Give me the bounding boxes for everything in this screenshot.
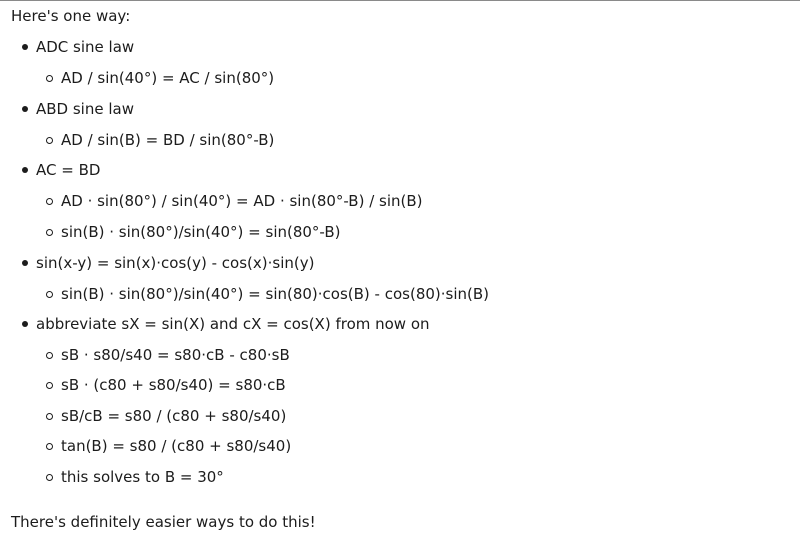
substep-text: AD · sin(80°) / sin(40°) = AD · sin(80°-B) / sin(B) — [61, 192, 423, 210]
step-item — [36, 160, 100, 180]
substep-item — [61, 436, 291, 456]
substep-text: sB/cB = s80 / (c80 + s80/s40) — [61, 407, 287, 425]
bullet-circle-icon — [46, 75, 53, 82]
bullet-circle-icon — [46, 413, 53, 420]
substep-item — [61, 130, 274, 150]
step-text: ABD sine law — [36, 100, 134, 118]
bullet-circle-icon — [46, 474, 53, 481]
bullet-disc-icon — [22, 321, 28, 327]
substep-text: sB · s80/s40 = s80·cB - c80·sB — [61, 346, 290, 364]
substep-item — [61, 191, 423, 211]
step-text: sin(x-y) = sin(x)·cos(y) - cos(x)·sin(y) — [36, 254, 315, 272]
substep-text: AD / sin(40°) = AC / sin(80°) — [61, 69, 275, 87]
bullet-disc-icon — [22, 106, 28, 112]
substep-text: this solves to B = 30° — [61, 468, 224, 486]
substep-item — [61, 406, 286, 426]
bullet-circle-icon — [46, 352, 53, 359]
step-text: AC = BD — [36, 161, 101, 179]
step-text: ADC sine law — [36, 38, 135, 56]
substep-text: AD / sin(B) = BD / sin(80°-B) — [61, 131, 275, 149]
step-item — [36, 37, 134, 57]
substep-item — [61, 467, 224, 487]
substep-item — [61, 222, 340, 242]
bullet-circle-icon — [46, 382, 53, 389]
substep-text: tan(B) = s80 / (c80 + s80/s40) — [61, 437, 292, 455]
substep-text: sin(B) · sin(80°)/sin(40°) = sin(80)·cos(B) - cos(80)·sin(B) — [61, 285, 490, 303]
bullet-disc-icon — [22, 260, 28, 266]
step-text: abbreviate sX = sin(X) and cX = cos(X) from now on — [36, 315, 430, 333]
bullet-disc-icon — [22, 167, 28, 173]
step-item — [36, 253, 314, 273]
intro-text: Here's one way: — [11, 7, 131, 25]
substep-item — [61, 375, 286, 395]
bullet-circle-icon — [46, 229, 53, 236]
step-item — [36, 314, 430, 334]
substep-item — [61, 68, 274, 88]
substep-text: sin(B) · sin(80°)/sin(40°) = sin(80°-B) — [61, 223, 341, 241]
bullet-circle-icon — [46, 198, 53, 205]
bullet-circle-icon — [46, 443, 53, 450]
step-item — [36, 99, 134, 119]
bullet-circle-icon — [46, 291, 53, 298]
substep-text: sB · (c80 + s80/s40) = s80·cB — [61, 376, 286, 394]
outro-text: There's definitely easier ways to do this! — [11, 513, 316, 531]
bullet-circle-icon — [46, 137, 53, 144]
substep-item — [61, 284, 489, 304]
substep-item — [61, 345, 290, 365]
bullet-disc-icon — [22, 44, 28, 50]
top-divider — [0, 0, 800, 1]
